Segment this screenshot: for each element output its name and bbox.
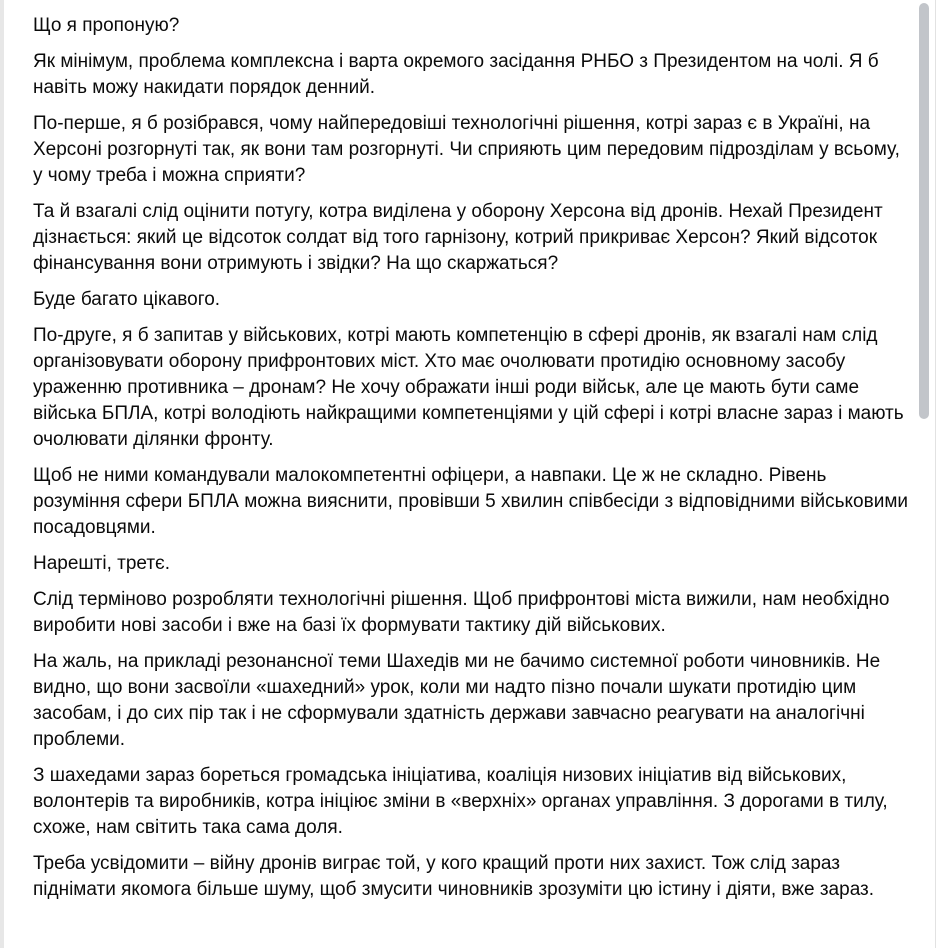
paragraph: Нарешті, третє. (33, 553, 171, 574)
paragraph: По-друге, я б запитав у військових, котрі мають компетенцію в сфері дронів, як взагалі нам слід організовувати оборону прифронтових міст. Хто має очолювати протидію основному засобу ураженню противника – дронам? Не хочу ображати інші роди військ, але це мають бути саме війська БПЛА, котрі володіють найкращими компетенціями у цій сфері і котрі власне зараз і мають очолювати ділянки фронту. (33, 325, 904, 450)
paragraph: По-перше, я б розібрався, чому найпередовіші технологічні рішення, котрі зараз є в Україні, на Херсоні розгорнуті так, як вони там розгорнуті. Чи сприяють цим передовим підрозділам у всьому, у чому треба і можна сприяти? (33, 113, 900, 186)
paragraph: На жаль, на прикладі резонансної теми Шахедів ми не бачимо системної роботи чиновників. Не видно, що вони засвоїли «шахедний» урок, коли ми надто пізно почали шукати протидію цим засобам, і до сих пір так і не сформували здатність держави завчасно реагувати на аналогічні проблеми. (33, 651, 881, 750)
paragraph: Що я пропоную? (33, 15, 180, 36)
window-border (935, 0, 936, 948)
paragraph: Треба усвідомити – війну дронів виграє той, у кого кращий проти них захист. Тож слід зараз піднімати якомога більше шуму, щоб змусити чиновників зрозуміти цю істину і діяти, вже зараз. (33, 853, 875, 900)
paragraph: Слід терміново розробляти технологічні рішення. Щоб прифронтові міста вижили, нам необхідно виробити нові засоби і вже на базі їх формувати тактику дій військових. (33, 589, 890, 636)
paragraph: Буде багато цікавого. (33, 289, 221, 310)
paragraph: Щоб не ними командували малокомпетентні офіцери, а навпаки. Це ж не складно. Рівень розуміння сфери БПЛА можна вияснити, провівши 5 хвилин співбесіди з відповідними військовими посадовцями. (33, 465, 909, 538)
article-text (33, 13, 908, 903)
paragraph: З шахедами зараз бореться громадська ініціатива, коаліція низових ініціатив від військових, волонтерів та виробників, котра ініціює зміни в «верхніх» органах управління. З дорогами в тилу, схоже, нам світить така сама доля. (33, 765, 888, 838)
paragraph: Як мінімум, проблема комплексна і варта окремого засідання РНБО з Президентом на чолі. Я б навіть можу накидати порядок денний. (33, 51, 879, 98)
paragraph: Та й взагалі слід оцінити потугу, котра виділена у оборону Херсона від дронів. Нехай Президент дізнається: який це відсоток солдат від того гарнізону, котрий прикриває Херсон? Який відсоток фінансування вони отримують і звідки? На що скаржаться? (33, 201, 883, 274)
scrollbar-thumb[interactable] (919, 3, 929, 419)
adjacent-panel-edge (0, 0, 4, 948)
